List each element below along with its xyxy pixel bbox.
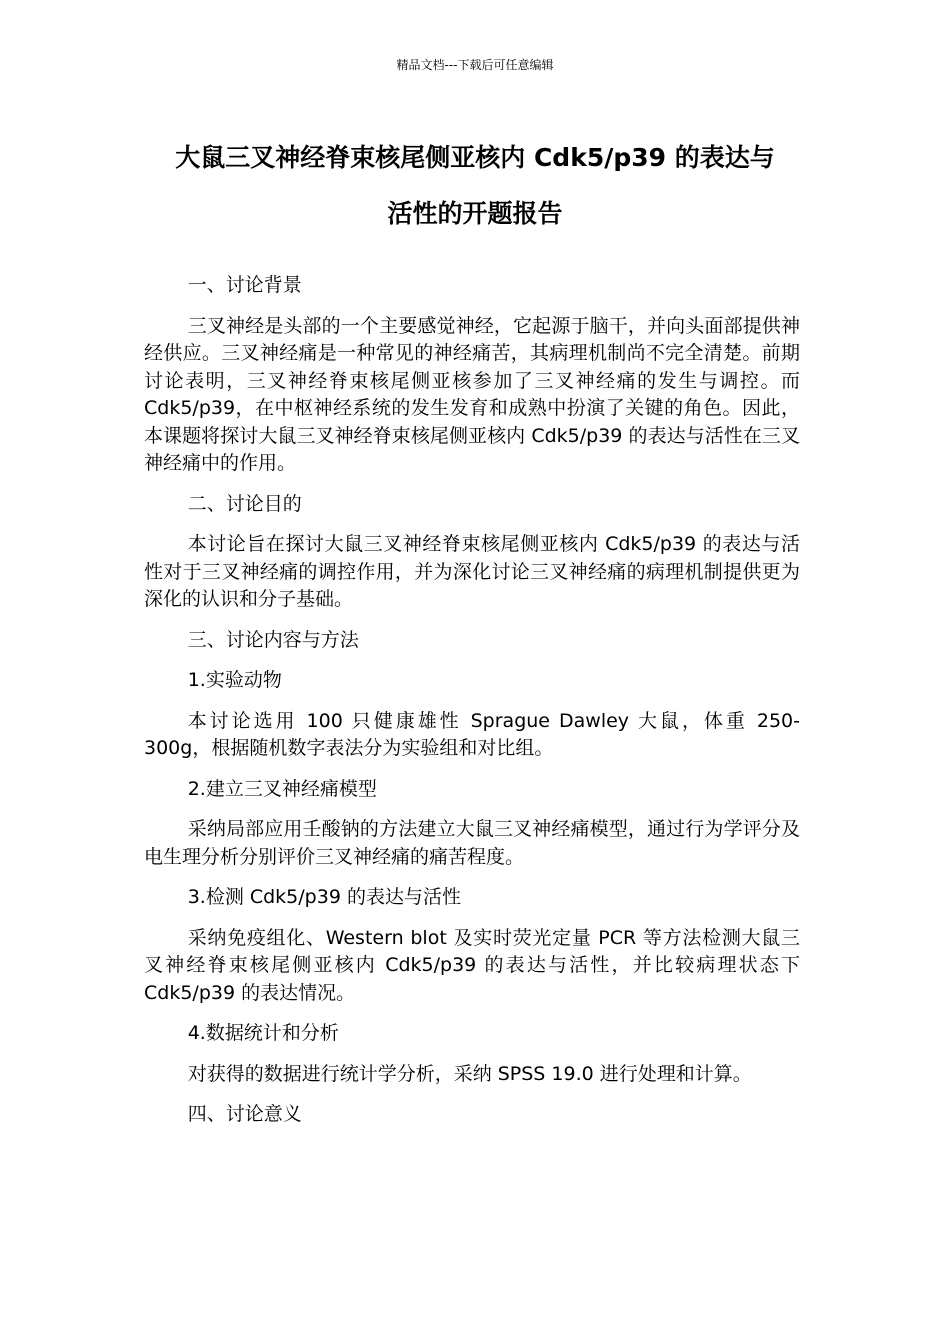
page-header: 精品文档---下载后可任意编辑 bbox=[396, 58, 554, 72]
subheading-detection: 3.检测 Cdk5/p39 的表达与活性 bbox=[187, 886, 461, 908]
subheading-model: 2.建立三叉神经痛模型 bbox=[187, 777, 377, 800]
section-heading-purpose: 二、讨论目的 bbox=[187, 492, 302, 515]
section-heading-content-methods: 三、讨论内容与方法 bbox=[187, 628, 359, 651]
paragraph-purpose: 本讨论旨在探讨大鼠三叉神经脊束核尾侧亚核内 Cdk5/p39 的表达与活性对于三叉神经痛的调控作用，并为深化讨论三叉神经痛的病理机制提供更为深化的认识和分子基础。 bbox=[144, 533, 800, 610]
section-heading-significance: 四、讨论意义 bbox=[187, 1103, 302, 1125]
paragraph-animals: 本讨论选用 100 只健康雄性 Sprague Dawley 大鼠，体重 250-300g，根据随机数字表法分为实验组和对比组。 bbox=[144, 709, 800, 759]
document-body bbox=[144, 272, 800, 1142]
paragraph-detection: 采纳免疫组化、Western blot 及实时荧光定量 PCR 等方法检测大鼠三叉神经脊束核尾侧亚核内 Cdk5/p39 的表达与活性，并比较病理状态下 Cdk5/p39 的表达情况。 bbox=[144, 926, 800, 1004]
subheading-animals: 1.实验动物 bbox=[187, 669, 282, 691]
paragraph-statistics: 对获得的数据进行统计学分析，采纳 SPSS 19.0 进行处理和计算。 bbox=[187, 1062, 752, 1085]
title-line-1: 大鼠三叉神经脊束核尾侧亚核内 Cdk5/p39 的表达与 bbox=[175, 143, 775, 172]
paragraph-model: 采纳局部应用壬酸钠的方法建立大鼠三叉神经痛模型，通过行为学评分及电生理分析分别评价三叉神经痛的痛苦程度。 bbox=[144, 818, 800, 868]
paragraph-background: 三叉神经是头部的一个主要感觉神经，它起源于脑干，并向头面部提供神经供应。三叉神经痛是一种常见的神经痛苦，其病理机制尚不完全清楚。前期讨论表明，三叉神经脊束核尾侧亚核参加了三叉神经痛的发生与调控。而 Cdk5/p39，在中枢神经系统的发生发育和成熟中扮演了关键的角色。因此，本课题将探讨大鼠三叉神经脊束核尾侧亚核内 Cdk5/p39 的表达与活性在三叉神经痛中的作用。 bbox=[144, 314, 800, 474]
subheading-statistics: 4.数据统计和分析 bbox=[187, 1022, 339, 1044]
title-line-2: 活性的开题报告 bbox=[387, 199, 563, 228]
document-title bbox=[110, 130, 840, 242]
section-heading-background: 一、讨论背景 bbox=[187, 274, 302, 296]
